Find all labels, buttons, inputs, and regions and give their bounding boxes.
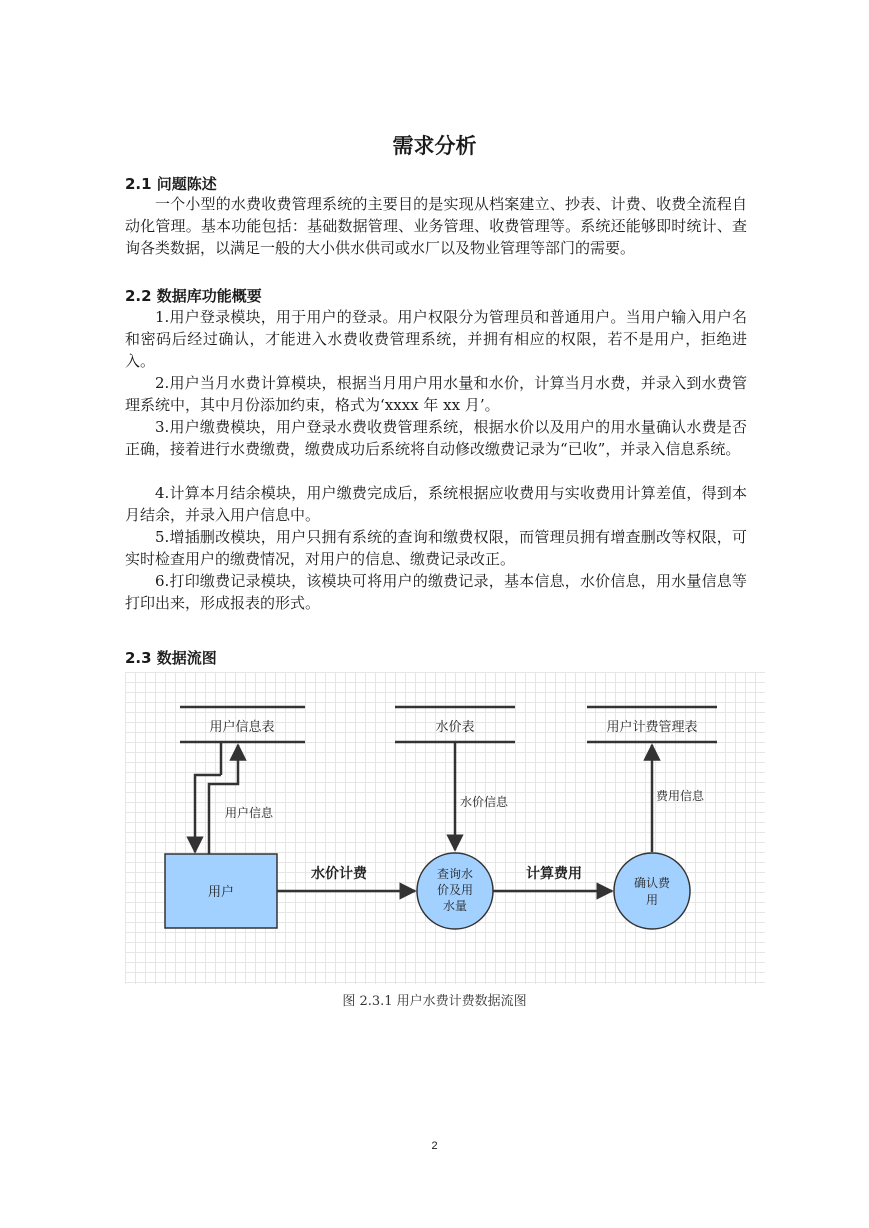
flow-water-fee-label: 水价计费	[311, 866, 367, 882]
data-store-billing	[587, 707, 717, 742]
data-store-water-price	[395, 707, 515, 742]
entity-user	[165, 854, 277, 928]
flow-compute-fee-label: 计算费用	[526, 866, 582, 882]
section-heading-2-3: 2.3 数据流图	[125, 649, 217, 667]
entity-user-label: 用户	[207, 885, 235, 900]
process-confirm-line-2: 用	[645, 893, 659, 907]
process-confirm-line-1: 确认费	[633, 876, 671, 890]
data-store-billing-label: 用户计费管理表	[606, 720, 698, 735]
section-heading-2-1: 2.1 问题陈述	[125, 175, 217, 193]
flow-price-info-label: 水价信息	[460, 795, 509, 809]
process-query-price	[417, 853, 493, 929]
figure-caption: 图 2.3.1 用户水费计费数据流图	[342, 994, 527, 1009]
paragraph-problem-statement: 一个小型的水费收费管理系统的主要目的是实现从档案建立、抄表、计费、收费全流程自动化管理。基本功能包括：基础数据管理、业务管理、收费管理等。系统还能够即时统计、查询各类数据，以满足一般的大小供水供司或水厂以及物业管理等部门的需要。	[125, 195, 747, 257]
flow-user-info-label: 用户信息	[225, 806, 274, 820]
data-store-user-info-label: 用户信息表	[209, 720, 275, 735]
page-number: 2	[431, 1140, 438, 1152]
process-confirm-fee	[614, 853, 690, 929]
flow-user-to-store	[209, 745, 238, 854]
paragraph-payment-module: 3.用户缴费模块，用户登录水费收费管理系统，根据水价以及用户的用水量确认水费是否正确，接着进行水费缴费，缴费成功后系统将自动修改缴费记录为“已收”，并录入信息系统。	[125, 418, 747, 458]
paragraph-monthly-fee-module: 2.用户当月水费计算模块，根据当月用户用水量和水价，计算当月水费，并录入到水费管理系统中，其中月份添加约束，格式为‘xxxx 年 xx 月’。	[125, 374, 747, 414]
data-store-user-info	[180, 707, 305, 742]
paragraph-print-module: 6.打印缴费记录模块，该模块可将用户的缴费记录，基本信息，水价信息，用水量信息等打印出来，形成报表的形式。	[125, 572, 747, 612]
flow-fee-info-label: 费用信息	[656, 789, 705, 803]
process-query-line-3: 水量	[442, 899, 468, 913]
data-flow-diagram	[125, 672, 765, 984]
process-query-line-2: 价及用	[436, 883, 474, 897]
section-heading-2-2: 2.2 数据库功能概要	[125, 287, 262, 305]
document-title: 需求分析	[392, 134, 477, 158]
paragraph-login-module: 1.用户登录模块，用于用户的登录。用户权限分为管理员和普通用户。当用户输入用户名和密码后经过确认，才能进入水费收费管理系统，并拥有相应的权限，若不是用户，拒绝进入。	[125, 308, 747, 370]
paragraph-balance-module: 4.计算本月结余模块，用户缴费完成后，系统根据应收费用与实收费用计算差值，得到本月结余，并录入用户信息中。	[125, 484, 747, 524]
process-query-line-1: 查询水	[436, 867, 474, 881]
paragraph-crud-module: 5.增插删改模块，用户只拥有系统的查询和缴费权限，而管理员拥有增查删改等权限，可实时检查用户的缴费情况，对用户的信息、缴费记录改正。	[125, 528, 747, 568]
data-store-water-price-label: 水价表	[435, 720, 475, 735]
